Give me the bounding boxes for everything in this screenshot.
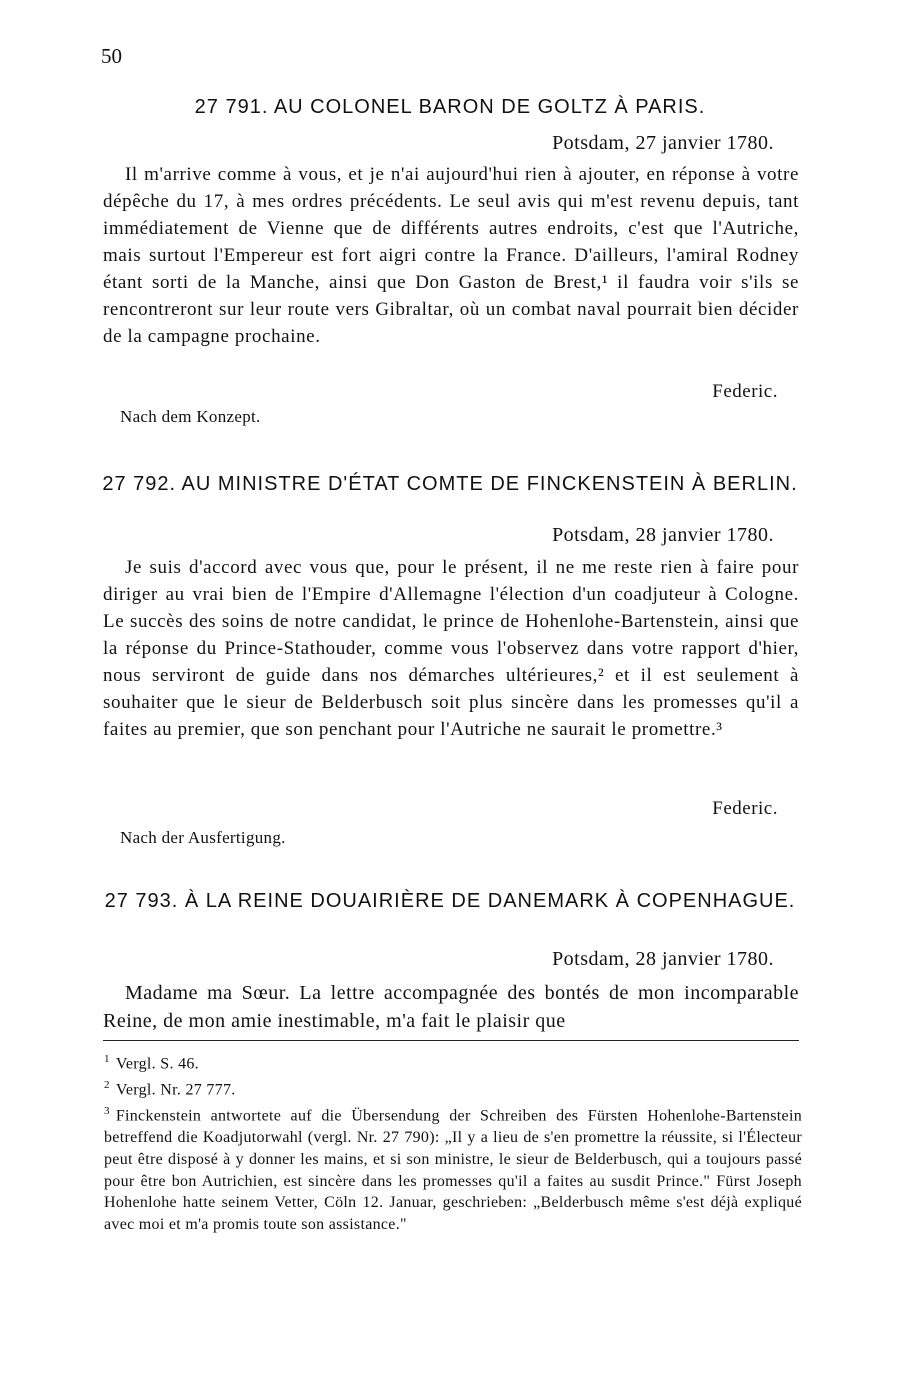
page-number: 50 bbox=[101, 44, 122, 68]
footnote-text: Vergl. S. 46. bbox=[115, 1055, 199, 1073]
letter-paragraph: Il m'arrive comme à vous, et je n'ai aujourd'hui rien à ajouter, en réponse à votre dépêche du 17, à mes ordres précédents. Le seul avis qui m'est revenu depuis, tant immédiatement de Vienne que de différents autres endroits, c'est que l'Autriche, mais surtout l'Empereur est fort aigri contre la France. D'ailleurs, l'amiral Rodney étant sorti de la Manche, ainsi que Don Gaston de Brest,¹ il faudra voir s'ils se rencontreront sur leur route vers Gibraltar, où un combat naval pourrait bien décider de la campagne prochaine. bbox=[103, 164, 799, 347]
footnote-divider bbox=[103, 1040, 799, 1041]
letter-body-27792 bbox=[103, 554, 799, 743]
letter-dateline-27793: Potsdam, 28 janvier 1780. bbox=[552, 948, 774, 970]
letter-source-note-27791: Nach dem Konzept. bbox=[120, 407, 261, 426]
footnotes bbox=[104, 1049, 802, 1236]
letter-paragraph: Je suis d'accord avec vous que, pour le présent, il ne me reste rien à faire pour diriger au vrai bien de l'Empire d'Allemagne l'élection d'un coadjuteur à Cologne. Le succès des soins de notre candidat, le prince de Hohenlohe-Bartenstein, ainsi que la réponse du Prince-Stathouder, comme vous l'observez dans votre rapport d'hier, nous serviront de guide dans nos démarches ultérieures,² et il est seulement à souhaiter que le sieur de Belderbusch soit plus sincère dans les promesses qu'il a faites au premier, que son penchant pour l'Autriche ne saurait le promettre.³ bbox=[103, 557, 799, 740]
letter-source-note-27792: Nach der Ausfertigung. bbox=[120, 828, 286, 847]
letter-signature-27792: Federic. bbox=[712, 798, 778, 819]
letter-paragraph: Madame ma Sœur. La lettre accompagnée des bontés de mon incomparable Reine, de mon amie inestimable, m'a fait le plaisir que bbox=[103, 982, 799, 1032]
footnote-mark: 2 bbox=[104, 1079, 110, 1092]
letter-heading-27793: 27 793. À LA REINE DOUAIRIÈRE DE DANEMARK À COPENHAGUE. bbox=[104, 890, 796, 912]
footnote-mark: 1 bbox=[104, 1053, 110, 1065]
letter-body-27791 bbox=[103, 161, 799, 350]
footnote-1 bbox=[104, 1049, 802, 1075]
footnote-text: Finckenstein antwortete auf die Übersendung der Schreiben des Fürsten Hohenlohe-Bartenstein betreffend die Koadjutorwahl (vergl. Nr. 27 790): „Il y a lieu de s'en promettre la réussite, si l'Électeur peut être disposé à y donner les mains, et si son ministre, le sieur de Belderbusch, qui a toujours passé pour être bon Autrichien, est sincère dans les promesses qu'il a faites au susdit Prince." Fürst Joseph Hohenlohe hatte seinem Vetter, Cöln 12. Januar, geschrieben: „Belderbusch même s'est déjà expliqué avec moi et m'a promis toute son assistance." bbox=[104, 1107, 802, 1233]
letter-heading-27792: 27 792. AU MINISTRE D'ÉTAT COMTE DE FINCKENSTEIN À BERLIN. bbox=[102, 473, 798, 495]
footnote-mark: 3 bbox=[104, 1105, 110, 1118]
footnote-text: Vergl. Nr. 27 777. bbox=[115, 1081, 236, 1099]
letter-body-27793 bbox=[103, 979, 799, 1035]
letter-dateline-27792: Potsdam, 28 janvier 1780. bbox=[552, 524, 774, 546]
letter-dateline-27791: Potsdam, 27 janvier 1780. bbox=[552, 132, 774, 154]
letter-heading-27791: 27 791. AU COLONEL BARON DE GOLTZ À PARIS. bbox=[194, 96, 706, 118]
letter-signature-27791: Federic. bbox=[712, 381, 778, 402]
footnote-3 bbox=[104, 1101, 802, 1236]
footnote-2 bbox=[104, 1075, 802, 1101]
